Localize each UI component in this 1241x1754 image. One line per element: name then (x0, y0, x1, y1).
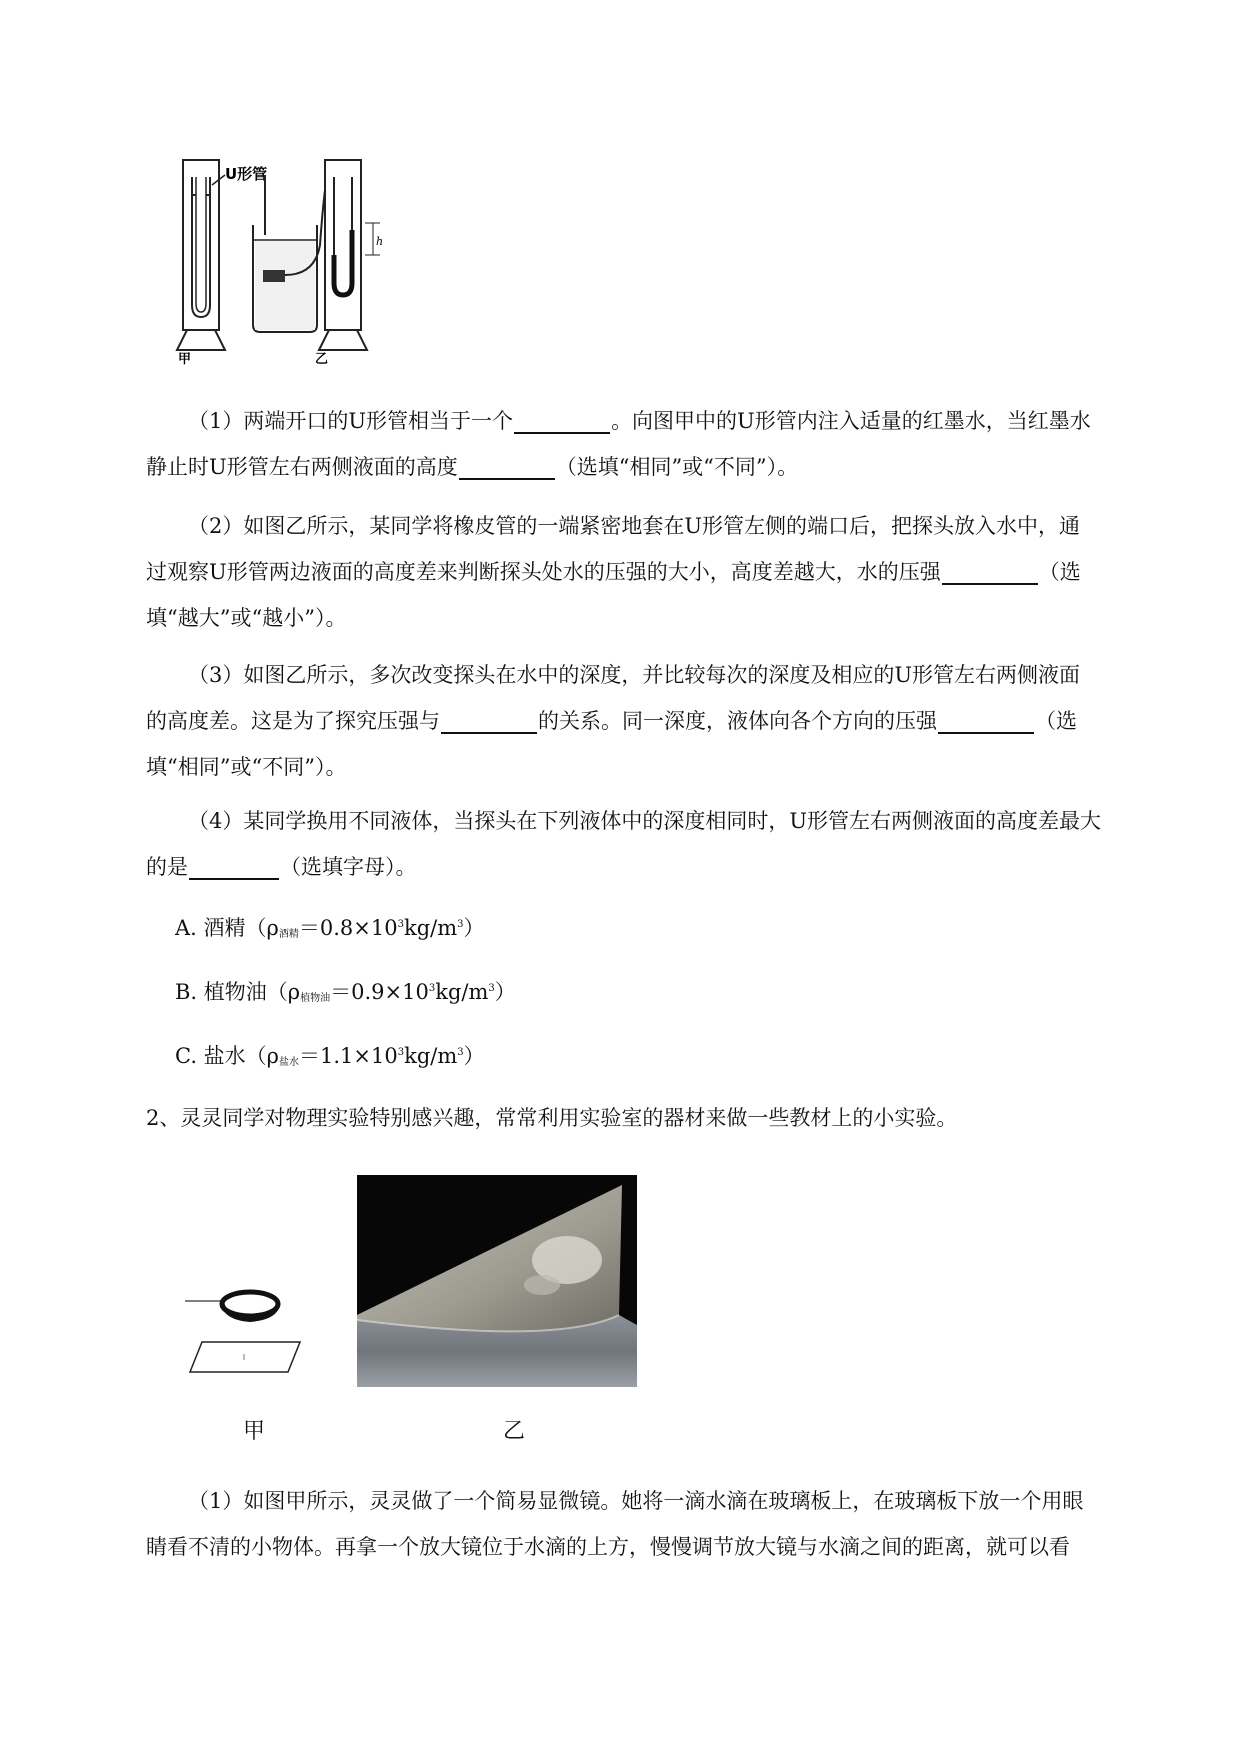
option-a-exp: 3 (397, 919, 404, 930)
u-tube-label: U形管 (225, 165, 268, 183)
option-c-unit: kg/m (404, 1044, 458, 1068)
q1-part3 (146, 652, 1146, 790)
q1-part4-line1: （4）某同学换用不同液体，当探头在下列液体中的深度相同时，U形管左右两侧液面的高度差最大 (188, 809, 1102, 833)
q1-part2-text-a: 过观察U形管两边液面的高度差来判断探头处水的压强的大小，高度差越大，水的压强 (146, 560, 941, 584)
answer-blank[interactable] (942, 583, 1038, 585)
u-tube-jia (177, 160, 225, 350)
option-c-exp: 3 (397, 1047, 405, 1058)
option-c-prefix: C. 盐水（ρ (175, 1044, 280, 1068)
option-b-sub: 植物油 (300, 993, 331, 1004)
answer-blank[interactable] (459, 478, 555, 480)
q1-part4 (146, 798, 1146, 890)
q2-stem (146, 1095, 1146, 1141)
q2-part1 (146, 1478, 1146, 1570)
figure1-label-jia: 甲 (178, 352, 192, 365)
option-c-unit-exp: 3 (457, 1047, 464, 1058)
option-b (175, 974, 516, 1014)
q1-part3-text-c: （选 (1035, 709, 1077, 733)
option-b-value: ＝0.9×10 (330, 980, 429, 1004)
option-a-sub: 酒精 (278, 929, 299, 940)
option-a-close: ） (463, 916, 485, 940)
q1-part1 (146, 398, 1146, 490)
option-a-prefix: A. 酒精（ρ (175, 916, 279, 940)
q1-part1-text-b: 。向图甲中的U形管内注入适量的红墨水，当红墨水 (611, 409, 1091, 433)
u-tube-figure (175, 155, 415, 365)
q2-stem-text: 2、灵灵同学对物理实验特别感兴趣，常常利用实验室的器材来做一些教材上的小实验。 (146, 1106, 958, 1130)
option-b-unit: kg/m (435, 980, 489, 1004)
q1-part2-line3: 填“越大”或“越小”）。 (146, 606, 347, 630)
q1-part3-line1: （3）如图乙所示，多次改变探头在水中的深度，并比较每次的深度及相应的U形管左右两侧液面 (188, 663, 1081, 687)
q1-part2-text-b: （选 (1038, 560, 1081, 584)
answer-blank[interactable] (938, 732, 1034, 734)
u-tube-yi (319, 160, 380, 350)
q1-part1-text-d: （选填“相同”或“不同”）。 (555, 455, 799, 479)
option-c-close: ） (463, 1044, 485, 1068)
option-b-prefix: B. 植物油（ρ (175, 980, 301, 1004)
q2-part1-line2: 睛看不清的小物体。再拿一个放大镜位于水滴的上方，慢慢调节放大镜与水滴之间的距离，就可以看 (146, 1535, 1070, 1559)
option-a-value: ＝0.8×10 (298, 916, 398, 940)
option-c (175, 1038, 485, 1078)
figure1-label-yi: 乙 (315, 352, 329, 365)
q1-part1-text-a: （1）两端开口的U形管相当于一个 (188, 409, 514, 433)
option-c-value: ＝1.1×10 (299, 1044, 398, 1068)
q1-part4-text-b: （选填字母）。 (280, 855, 417, 879)
figure2-label-yi: 乙 (503, 1419, 526, 1444)
option-a-unit: kg/m (403, 916, 458, 940)
water-drop-photo (357, 1175, 637, 1387)
q1-part2-line1: （2）如图乙所示，某同学将橡皮管的一端紧密地套在U形管左侧的端口后，把探头放入水中，通 (188, 514, 1081, 538)
q1-part2 (146, 503, 1146, 641)
figure2-label-jia: 甲 (243, 1419, 266, 1444)
option-b-exp: 3 (428, 983, 436, 994)
answer-blank[interactable] (189, 878, 279, 880)
option-a (175, 910, 485, 950)
q1-part4-text-a: 的是 (146, 855, 188, 879)
magnifier-figure (180, 1280, 310, 1380)
option-b-unit-exp: 3 (488, 983, 495, 994)
h-label: h (376, 235, 384, 248)
option-c-sub: 盐水 (279, 1057, 300, 1068)
option-b-close: ） (494, 980, 516, 1004)
q2-part1-line1: （1）如图甲所示，灵灵做了一个简易显微镜。她将一滴水滴在玻璃板上，在玻璃板下放一个用眼 (188, 1489, 1084, 1513)
q1-part3-line3: 填“相同”或“不同”）。 (146, 755, 347, 779)
q1-part1-text-c: 静止时U形管左右两侧液面的高度 (146, 455, 458, 479)
option-a-unit-exp: 3 (457, 919, 464, 930)
answer-blank[interactable] (441, 732, 537, 734)
answer-blank[interactable] (514, 432, 610, 434)
q1-part3-text-b: 的关系。同一深度，液体向各个方向的压强 (538, 709, 937, 733)
q1-part3-text-a: 的高度差。这是为了探究压强与 (146, 709, 440, 733)
